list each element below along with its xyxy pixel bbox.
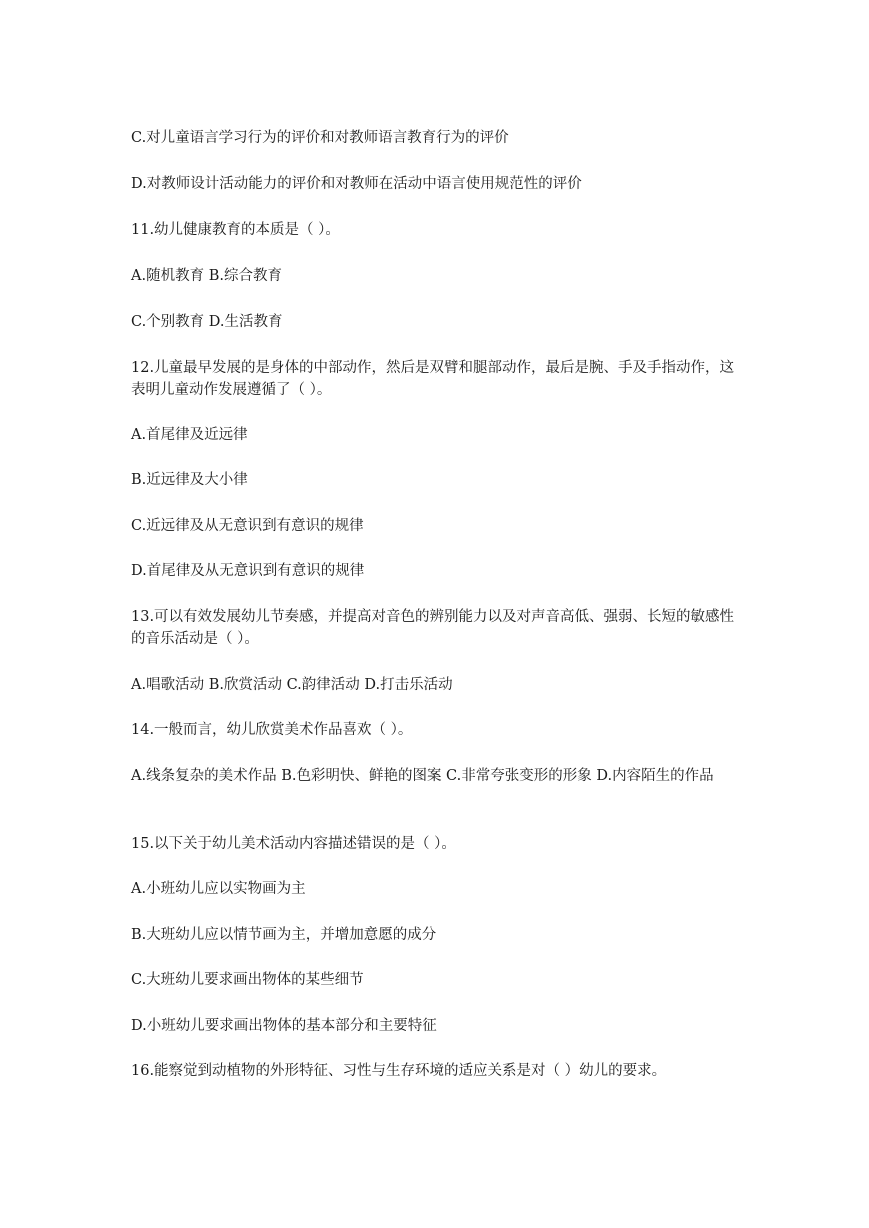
- option-12d: D.首尾律及从无意识到有意识的规律: [131, 563, 365, 579]
- options-11ab: A.随机教育 B.综合教育: [131, 268, 282, 284]
- question-14: 14.一般而言，幼儿欣赏美术作品喜欢（ ）。: [131, 722, 413, 738]
- question-16: 16.能察觉到动植物的外形特征、习性与生存环境的适应关系是对（ ）幼儿的要求。: [131, 1063, 667, 1079]
- question-15: 15.以下关于幼儿美术活动内容描述错误的是（ ）。: [131, 836, 456, 852]
- option-12b: B.近远律及大小律: [131, 472, 248, 488]
- options-13: A.唱歌活动 B.欣赏活动 C.韵律活动 D.打击乐活动: [131, 677, 453, 693]
- options-14: A.线条复杂的美术作品 B.色彩明快、鲜艳的图案 C.非常夸张变形的形象 D.内容陌生的作品: [131, 768, 714, 784]
- option-15c: C.大班幼儿要求画出物体的某些细节: [131, 972, 364, 988]
- option-15b: B.大班幼儿应以情节画为主，并增加意愿的成分: [131, 927, 437, 943]
- question-11: 11.幼儿健康教育的本质是（ ）。: [131, 222, 340, 238]
- question-13: 13.可以有效发展幼儿节奏感，并提高对音色的辨别能力以及对声音高低、强弱、长短的敏感性的音乐活动是（ ）。: [131, 609, 735, 647]
- option-10c: C.对儿童语言学习行为的评价和对教师语言教育行为的评价: [131, 130, 509, 146]
- question-12: 12.儿童最早发展的是身体的中部动作，然后是双臂和腿部动作，最后是腕、手及手指动作，这表明儿童动作发展遵循了（ ）。: [131, 360, 735, 398]
- option-15a: A.小班幼儿应以实物画为主: [131, 881, 306, 897]
- options-11cd: C.个别教育 D.生活教育: [131, 314, 283, 330]
- option-15d: D.小班幼儿要求画出物体的基本部分和主要特征: [131, 1018, 437, 1034]
- option-12c: C.近远律及从无意识到有意识的规律: [131, 518, 364, 534]
- option-12a: A.首尾律及近远律: [131, 427, 248, 443]
- option-10d: D.对教师设计活动能力的评价和对教师在活动中语言使用规范性的评价: [131, 176, 582, 192]
